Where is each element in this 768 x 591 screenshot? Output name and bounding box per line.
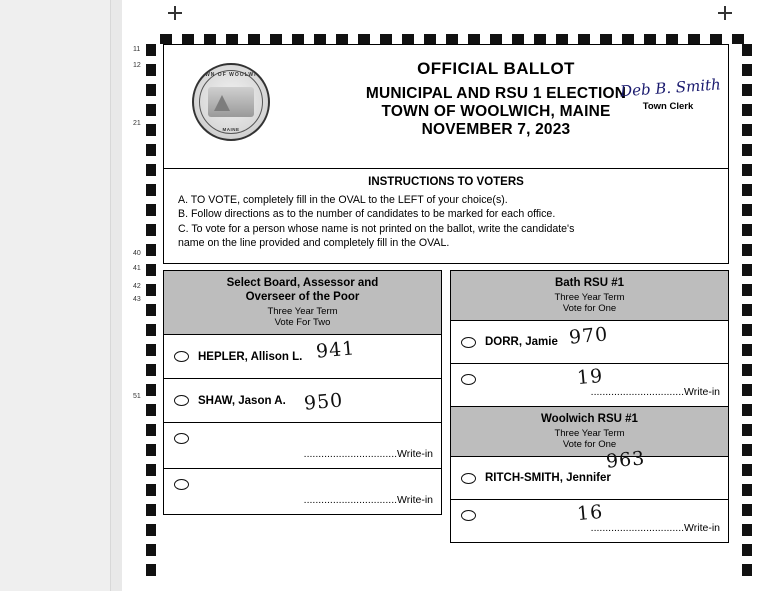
contest-title-line2: Overseer of the Poor bbox=[245, 291, 360, 303]
handwritten-tally: 950 bbox=[303, 389, 345, 415]
instruction-line: name on the line provided and completely fill in the OVAL. bbox=[178, 237, 450, 250]
handwritten-tally: 970 bbox=[568, 323, 610, 349]
scan-row-number: 11 bbox=[133, 46, 141, 53]
handwritten-tally: 16 bbox=[576, 500, 605, 526]
write-in-row[interactable] bbox=[450, 364, 729, 407]
contest-title-line1: Bath RSU #1 bbox=[554, 277, 625, 289]
contest-header-bath-rsu-1 bbox=[450, 270, 729, 321]
candidate-name: RITCH-SMITH, Jennifer bbox=[485, 472, 611, 484]
scan-row-number: 40 bbox=[133, 250, 141, 257]
scan-margin-inner bbox=[0, 0, 111, 591]
clerk-label: Town Clerk bbox=[642, 101, 694, 112]
instruction-line: A. TO VOTE, completely fill in the OVAL to the LEFT of your choice(s). bbox=[178, 194, 508, 206]
scan-row-number: 42 bbox=[133, 283, 141, 290]
write-in-row[interactable] bbox=[450, 500, 729, 543]
write-in-label: ................................Write-in bbox=[303, 494, 433, 506]
contest-vote-for: Vote For Two bbox=[274, 317, 331, 328]
handwritten-tally: 941 bbox=[315, 337, 357, 363]
vote-oval[interactable] bbox=[461, 374, 476, 385]
registration-mark-top-right bbox=[718, 6, 732, 20]
contest-term: Three Year Term bbox=[554, 292, 625, 303]
contest-term: Three Year Term bbox=[267, 306, 338, 317]
scan-margin-left bbox=[0, 0, 122, 591]
contest-columns bbox=[163, 270, 729, 543]
election-date: NOVEMBER 7, 2023 bbox=[421, 121, 571, 138]
contest-header-select-board bbox=[163, 270, 442, 335]
clerk-signature: Deb B. Smith bbox=[619, 75, 722, 101]
clerk-signature-block bbox=[619, 75, 722, 112]
write-in-row[interactable] bbox=[163, 469, 442, 515]
vote-oval[interactable] bbox=[174, 479, 189, 490]
handwritten-tally: 963 bbox=[605, 447, 647, 473]
ballot-column-right bbox=[450, 270, 729, 543]
candidate-name: HEPLER, Allison L. bbox=[198, 350, 303, 363]
instructions-title: INSTRUCTIONS TO VOTERS bbox=[368, 176, 524, 188]
vote-oval[interactable] bbox=[461, 510, 476, 521]
ballot-column-left bbox=[163, 270, 442, 543]
ballot-sheet bbox=[163, 44, 729, 591]
candidate-name: SHAW, Jason A. bbox=[198, 394, 286, 407]
instruction-line: C. To vote for a person whose name is not printed on the ballot, write the candidate's bbox=[178, 222, 575, 235]
town-seal-icon bbox=[192, 63, 270, 141]
scan-row-number: 12 bbox=[133, 62, 141, 69]
contest-term: Three Year Term bbox=[554, 428, 625, 439]
write-in-row[interactable] bbox=[163, 423, 442, 469]
candidate-row[interactable] bbox=[163, 335, 442, 379]
vote-oval[interactable] bbox=[174, 395, 189, 406]
contest-header-woolwich-rsu-1 bbox=[450, 407, 729, 457]
write-in-label: ................................Write-in bbox=[303, 448, 433, 460]
candidate-name: DORR, Jamie bbox=[485, 336, 558, 348]
scan-row-number: 21 bbox=[133, 120, 141, 127]
ballot-header bbox=[163, 44, 729, 168]
contest-vote-for: Vote for One bbox=[562, 439, 617, 450]
vote-oval[interactable] bbox=[461, 473, 476, 484]
scan-row-number: 41 bbox=[133, 265, 141, 272]
vote-oval[interactable] bbox=[174, 351, 189, 362]
contest-vote-for: Vote for One bbox=[562, 303, 617, 314]
election-line-2: TOWN OF WOOLWICH, MAINE bbox=[381, 103, 611, 120]
candidate-row[interactable] bbox=[450, 447, 729, 500]
candidate-row[interactable] bbox=[163, 379, 442, 423]
instructions-box bbox=[163, 168, 729, 264]
candidate-row[interactable] bbox=[450, 321, 729, 364]
registration-mark-top-left bbox=[168, 6, 182, 20]
vote-oval[interactable] bbox=[174, 433, 189, 444]
election-line-1: MUNICIPAL AND RSU 1 ELECTION bbox=[365, 85, 627, 102]
instruction-line: B. Follow directions as to the number of candidates to be marked for each office. bbox=[178, 208, 556, 221]
handwritten-tally: 19 bbox=[576, 364, 605, 390]
official-ballot-title: OFFICIAL BALLOT bbox=[417, 59, 575, 78]
seal-bottom-text: MAINE bbox=[222, 127, 240, 132]
write-in-label: ................................Write-in bbox=[590, 386, 720, 398]
contest-title-line1: Select Board, Assessor and bbox=[226, 277, 379, 289]
scan-row-number: 51 bbox=[133, 393, 141, 400]
scan-row-number: 43 bbox=[133, 296, 141, 303]
seal-top-text: TOWN OF WOOLWICH bbox=[196, 72, 266, 78]
contest-title-line1: Woolwich RSU #1 bbox=[541, 413, 638, 425]
write-in-label: ................................Write-in bbox=[590, 522, 720, 534]
vote-oval[interactable] bbox=[461, 337, 476, 348]
